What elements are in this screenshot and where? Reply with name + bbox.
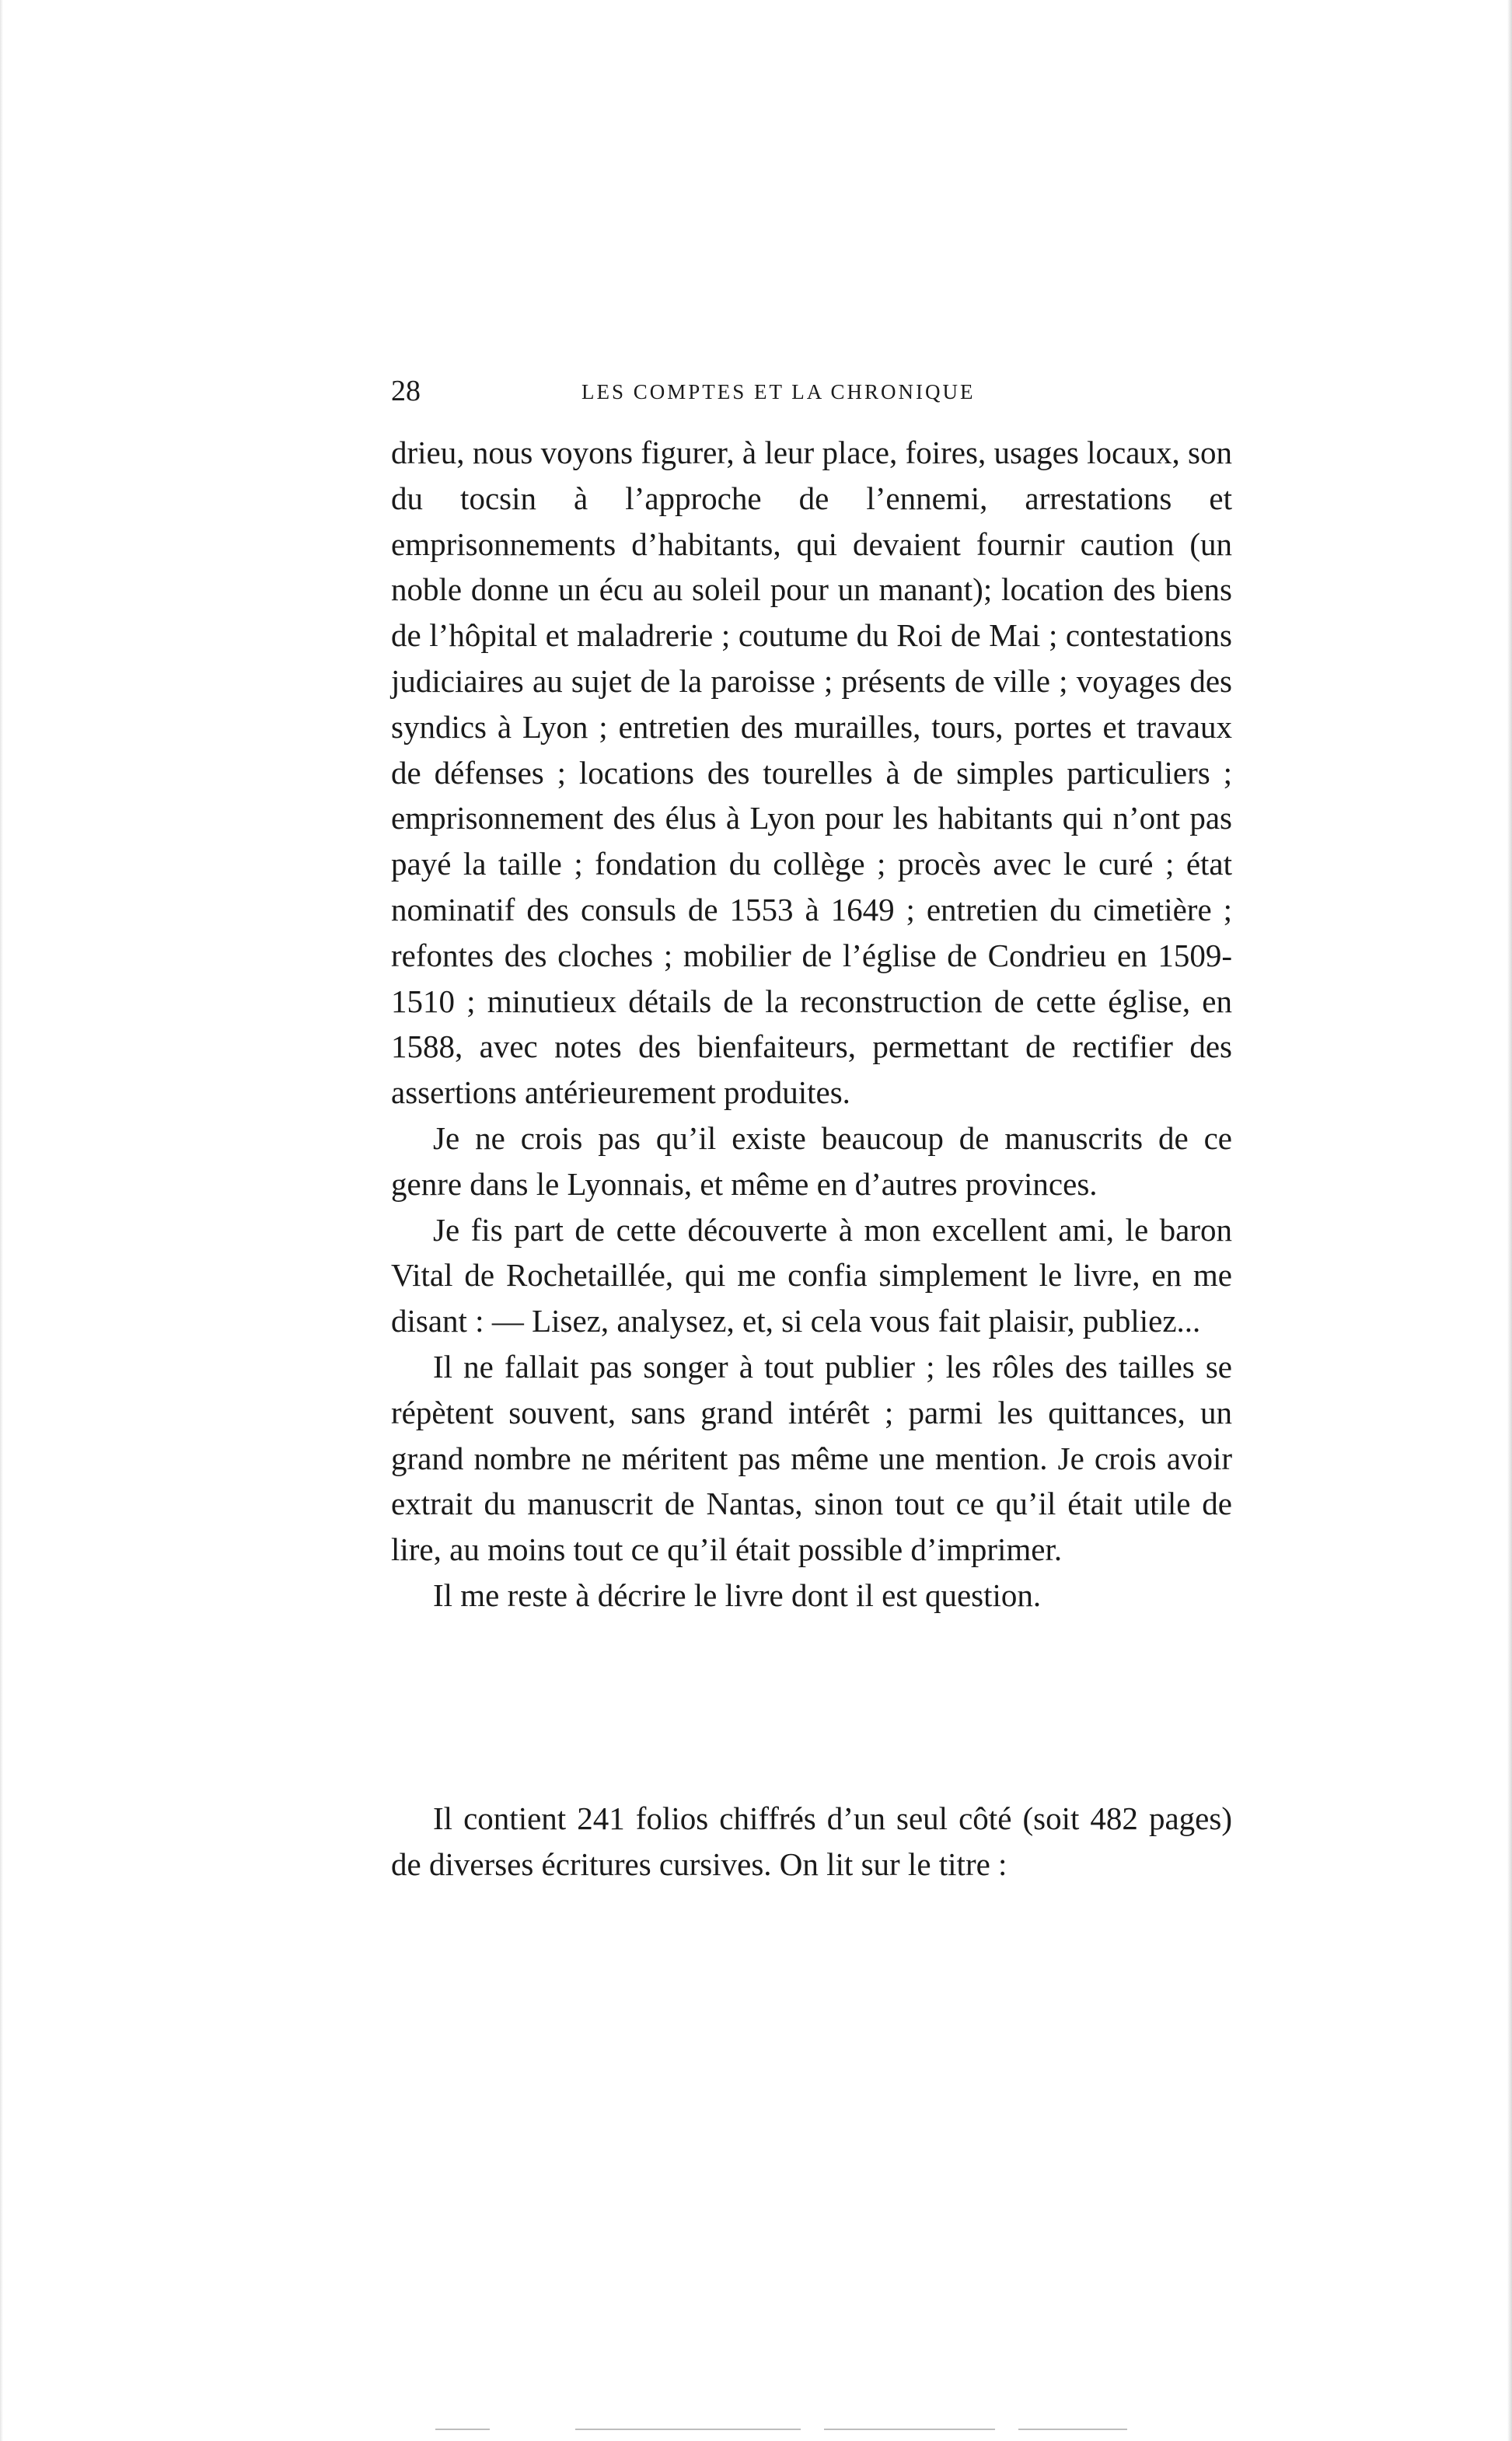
bottom-rule [1018,2429,1127,2430]
paragraph-6: Il contient 241 folios chiffrés d’un seul côté (soit 482 pages) de diverses écritures cursives. On lit sur le titre : [391,1800,1232,1882]
page-header [391,372,1232,410]
body-text [391,430,1232,1619]
page-edge-left [0,0,3,2441]
page-edge-right [1507,0,1512,2441]
paragraph-4: Il ne fallait pas songer à tout publier ; les rôles des tailles se répètent souvent, sans grand intérêt ; parmi les quittances, un grand nombre ne méritent pas même une mention. Je crois avoir extrait du manuscrit de Nantas, sinon tout ce qu’il était utile de lire, au moins tout ce qu’il était possible d’imprimer. [391,1348,1232,1568]
bottom-rule [824,2429,995,2430]
bottom-rule [435,2429,490,2430]
paragraph-2: Je ne crois pas qu’il existe beaucoup de manuscrits de ce genre dans le Lyonnais, et même en d’autres provinces. [391,1119,1232,1202]
running-title: LES COMPTES ET LA CHRONIQUE [581,380,976,403]
paragraph-3: Je fis part de cette découverte à mon excellent ami, le baron Vital de Rochetaillée, qui me confia simplement le livre, en me disant : — Lisez, analysez, et, si cela vous fait plaisir, publiez... [391,1211,1232,1339]
bottom-rule [575,2429,801,2430]
page-number: 28 [391,375,421,407]
paragraph-5: Il me reste à décrire le livre dont il est question. [433,1577,1042,1613]
paragraph-1: drieu, nous voyons figurer, à leur place, foires, usages locaux, son du tocsin à l’approche de l’ennemi, arrestations et emprisonnements d’habitants, qui devaient fournir caution (un noble donne un écu au soleil pour un manant); location des biens de l’hôpital et maladrerie ; coutume du Roi de Mai ; contestations judiciaires au sujet de la paroisse ; présents de ville ; voyages des syndics à Lyon ; entretien des murailles, tours, portes et travaux de défenses ; locations des tourelles à de simples particuliers ; emprisonnement des élus à Lyon pour les habitants qui n’ont pas payé la taille ; fondation du collège ; procès avec le curé ; état nominatif des consuls de 1553 à 1649 ; entretien du cimetière ; refontes des cloches ; mobilier de l’église de Condrieu en 1509-1510 ; minutieux détails de la reconstruction de cette église, en 1588, avec notes des bienfaiteurs, permettant de rectifier des assertions antérieurement produites. [391,435,1232,1111]
